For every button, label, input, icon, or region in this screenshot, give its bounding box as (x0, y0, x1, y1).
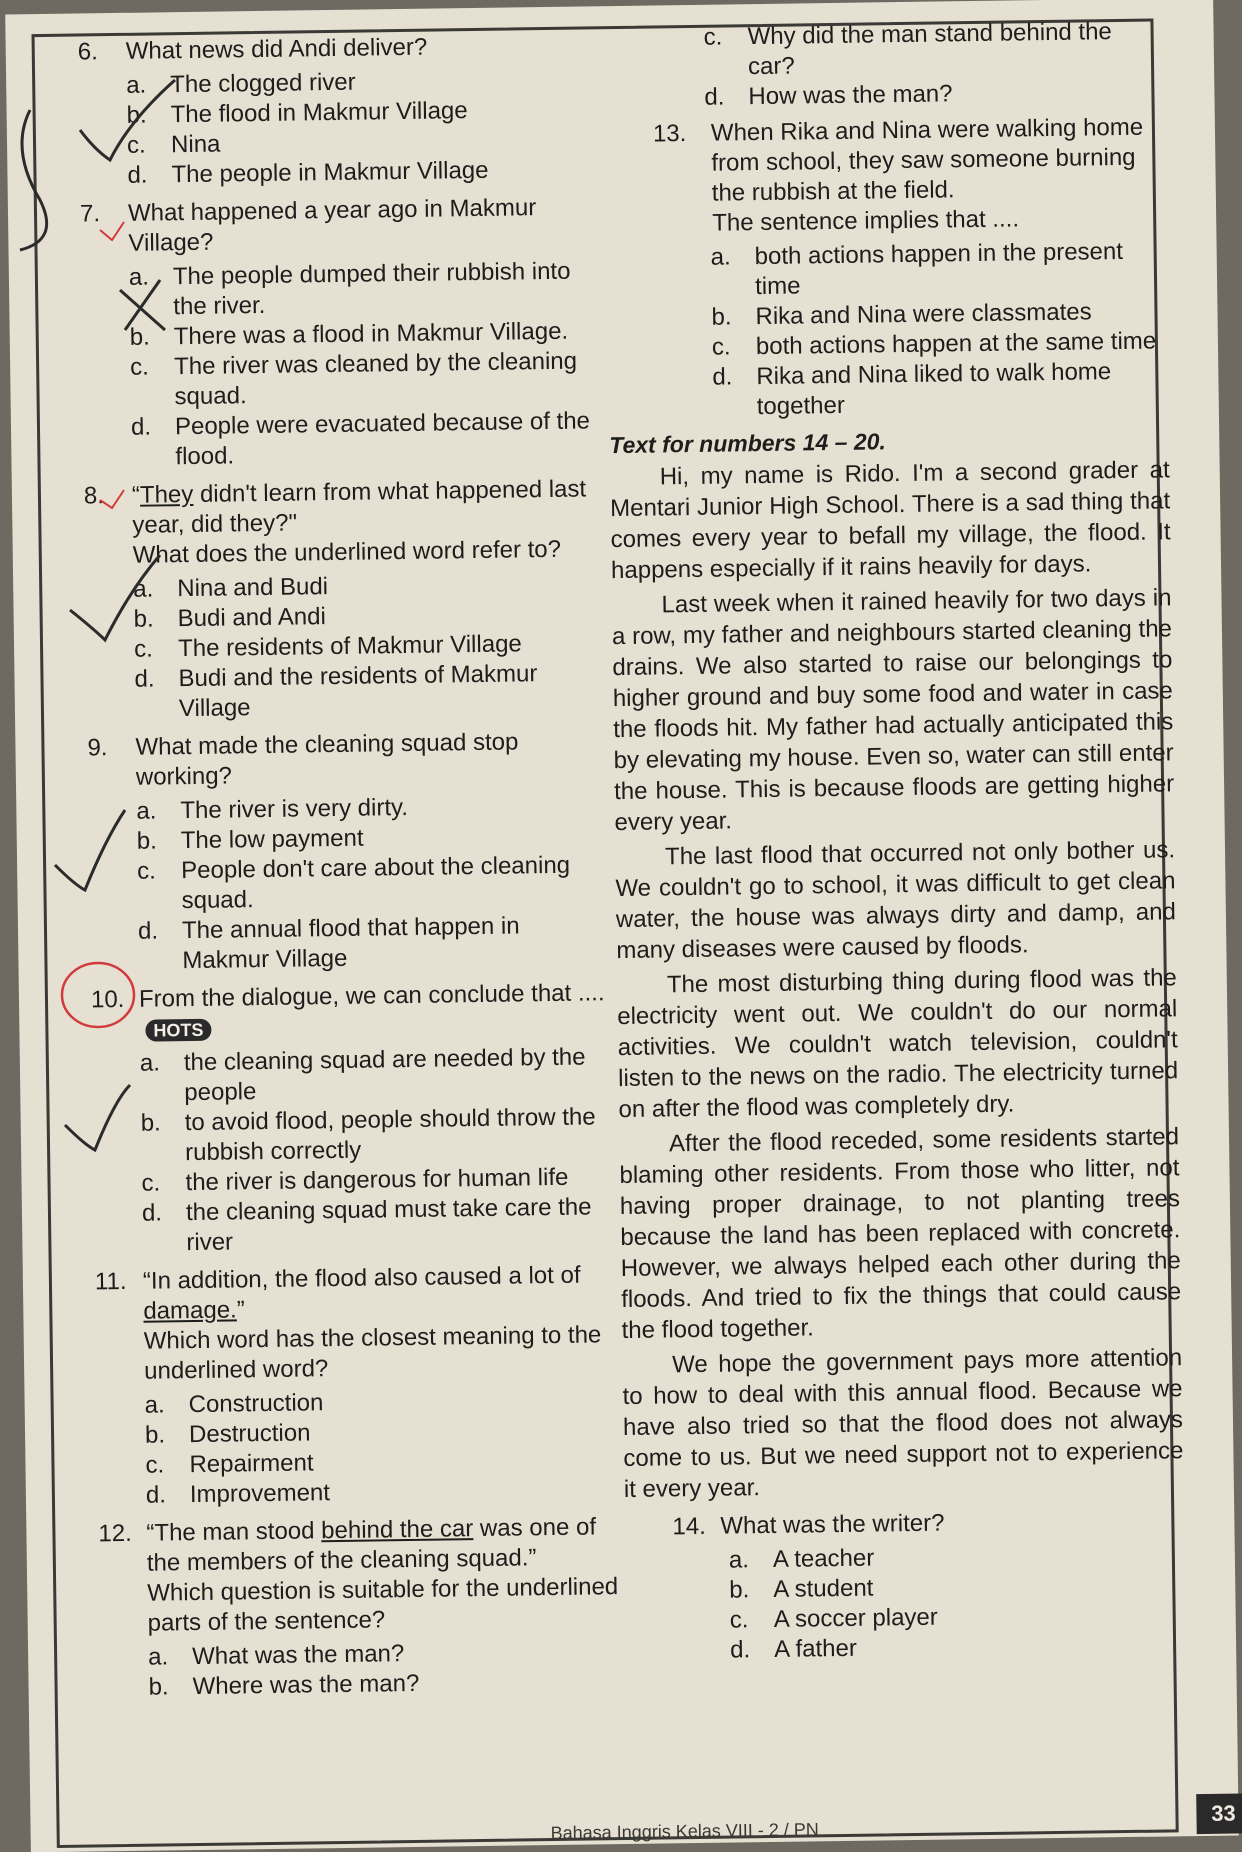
option-label: d. (704, 83, 725, 111)
option-label: b. (148, 1673, 169, 1701)
option-text: A soccer player (773, 1603, 938, 1633)
question-prompt: The sentence implies that .... (712, 205, 1020, 237)
option-label: d. (134, 665, 155, 693)
question-12 (98, 1512, 620, 1639)
option-label: c. (137, 857, 157, 885)
question-text: What made the cleaning squad stop working? (135, 728, 519, 791)
question-prompt: Which question is suitable for the underlined parts of the sentence? (147, 1573, 619, 1637)
question-number: 10. (90, 985, 125, 1014)
worksheet-page (5, 0, 1239, 1852)
option-text: People were evacuated because of the flood. (174, 407, 591, 471)
option-label: c. (703, 23, 723, 51)
option-text: the cleaning squad are needed by the people (183, 1043, 586, 1107)
option-text: The residents of Makmur Village (177, 630, 522, 663)
option-label: b. (140, 1109, 161, 1137)
option[interactable] (142, 1192, 615, 1259)
question-text (146, 1512, 619, 1579)
question-14 (672, 1505, 1184, 1542)
question-8 (84, 474, 605, 571)
quote-rest: didn't learn from what happened last year, did they?" (132, 475, 587, 539)
option-text: Nina (170, 130, 221, 159)
option-label: c. (129, 353, 150, 381)
option[interactable] (703, 16, 1164, 82)
option-text: The river is very dirty. (180, 793, 409, 825)
reading-paragraph: After the flood receded, some residents started blaming other residents. From those who litter, not having proper drainage, to not planting trees because the land has been replaced with concrete. However, we always helped each other during the floods. And tried to fix the things that could cause the flood together. (619, 1123, 1182, 1345)
option-text: What was the man? (191, 1640, 405, 1671)
question-11 (95, 1260, 617, 1387)
question-7 (80, 192, 601, 259)
question-number: 6. (77, 38, 98, 66)
option[interactable] (127, 154, 599, 191)
option-label: d. (712, 363, 733, 391)
option-label: b. (711, 303, 732, 331)
question-6 (78, 30, 598, 67)
option-text: A teacher (772, 1544, 875, 1573)
option-text: Nina and Budi (177, 573, 329, 603)
option-label: c. (133, 635, 153, 663)
question-text-body: From the dialogue, we can conclude that .... (138, 979, 605, 1013)
option[interactable] (131, 406, 604, 473)
question-number: 7. (79, 200, 101, 228)
option-text: The people in Makmur Village (171, 156, 489, 189)
question-prompt: Which word has the closest meaning to the underlined word? (143, 1321, 602, 1385)
option-text: the cleaning squad must take care the river (185, 1193, 592, 1257)
question-text (132, 474, 605, 541)
question-number: 12. (98, 1519, 133, 1548)
question-text (139, 978, 612, 1045)
hots-badge: HOTS (145, 1019, 211, 1042)
option-label: d. (145, 1481, 167, 1509)
question-10 (91, 978, 612, 1045)
option-text: Construction (188, 1389, 324, 1419)
reading-paragraph: Hi, my name is Rido. I'm a second grader at Mentari Junior High School. There is a sad thing that comes every year to befall my village, the flood. It happens especially if it rains heavily for days. (609, 456, 1171, 585)
question-text: What news did Andi deliver? (125, 33, 428, 65)
question-prompt: What does the underlined word refer to? (132, 535, 562, 569)
option[interactable] (141, 1102, 614, 1169)
option-label: a. (133, 575, 154, 603)
option[interactable] (129, 256, 602, 323)
quote-rest: ” (236, 1296, 245, 1324)
question-number: 11. (94, 1267, 127, 1296)
right-column (603, 16, 1186, 1667)
option-text: The people dumped their rubbish into the river. (172, 257, 571, 321)
question-number: 14. (672, 1512, 706, 1541)
option-text: A father (773, 1634, 858, 1663)
option-text: both actions happen in the present time (754, 237, 1124, 301)
option-text: Why did the man stand behind the car? (747, 18, 1112, 81)
question-text: What happened a year ago in Makmur Village? (127, 194, 537, 257)
option-text: People don't care about the cleaning squad. (181, 851, 571, 915)
option-label: b. (126, 101, 147, 129)
option[interactable] (138, 910, 611, 977)
reading-paragraph: Last week when it rained heavily for two days in a row, my father and neighbours started cleaning the drains. We also started to raise our belongings to higher ground and buy some food and water in case the floods hit. My father had actually anticipated this by elevating my house. Even so, water can still enter the house. This is because floods are getting higher every year. (611, 584, 1175, 837)
reading-paragraph: The most disturbing thing during flood was the electricity went out. We couldn't do our normal activities. We couldn't watch television, couldn't listen to the news on the radio. The electricity turned on after the flood was completely dry. (617, 964, 1179, 1124)
option[interactable] (140, 1042, 613, 1109)
reading-title: Text for numbers 14 – 20. (609, 428, 886, 459)
option[interactable] (146, 1474, 618, 1511)
option-text: The flood in Makmur Village (170, 97, 468, 129)
option-label: a. (136, 797, 157, 825)
option-text: The annual flood that happen in Makmur Village (181, 912, 520, 975)
quote-open: “In addition, the flood also caused a lot of (142, 1261, 581, 1295)
option-label: c. (141, 1169, 161, 1197)
underlined-word: damage. (143, 1296, 237, 1325)
page-footer: Bahasa Inggris Kelas VIII - 2 / PN (550, 1819, 819, 1844)
option-label: d. (137, 917, 159, 945)
reading-paragraph: We hope the government pays more attention to how to deal with this annual flood. Because we have also tried so that the flood does not always come to us. But we need support not to experience it every year. (622, 1344, 1184, 1504)
reading-paragraph: The last flood that occurred not only bother us. We couldn't go to school, it was difficult to get clean water, the house was always dirty and damp, and many diseases were caused by floods. (615, 836, 1177, 965)
option-label: b. (136, 827, 157, 855)
option-label: a. (728, 1546, 750, 1574)
quote-rest: was one of the members of the cleaning squad.” (146, 1513, 597, 1577)
option-label: a. (710, 243, 731, 271)
option-label: a. (126, 71, 147, 99)
option[interactable] (704, 76, 1164, 112)
question-text: What was the writer? (720, 1509, 945, 1540)
question-text: When Rika and Nina were walking home from school, they saw someone burning the rubbish at the field. (710, 113, 1144, 207)
option-label: b. (129, 323, 150, 351)
option-text: Improvement (189, 1479, 331, 1509)
option-label: d. (127, 161, 148, 189)
page-number: 33 (1196, 1793, 1242, 1834)
option-text: How was the man? (748, 80, 953, 111)
left-column (78, 30, 621, 1703)
option-text: Budi and the residents of Makmur Village (178, 660, 538, 723)
option-text: the river is dangerous for human life (185, 1163, 569, 1197)
option-label: a. (139, 1049, 161, 1077)
option-text: The low payment (180, 824, 364, 855)
option-label: c. (126, 131, 146, 159)
option-text: Rika and Nina liked to walk home together (756, 358, 1112, 421)
quote-open: “ (131, 481, 141, 509)
quote-open: “The man stood (146, 1517, 322, 1547)
underlined-word: They (139, 480, 194, 509)
option-label: b. (133, 605, 154, 633)
option-text: Budi and Andi (177, 603, 326, 633)
question-9 (87, 726, 608, 793)
option-text: both actions happen at the same time (755, 327, 1157, 361)
option-text: to avoid flood, people should throw the rubbish correctly (184, 1103, 596, 1167)
option[interactable] (712, 356, 1169, 422)
option[interactable] (710, 236, 1167, 302)
question-text (143, 1260, 616, 1327)
option-text: Where was the man? (192, 1669, 420, 1701)
option[interactable] (134, 658, 607, 725)
option-text: The river was cleaned by the cleaning squad. (173, 347, 578, 411)
underlined-phrase: behind the car (320, 1515, 474, 1545)
option-label: c. (145, 1451, 165, 1479)
option[interactable] (730, 1629, 1186, 1665)
option-label: b. (729, 1576, 750, 1604)
option-text: There was a flood in Makmur Village. (173, 317, 569, 351)
option-label: a. (128, 263, 150, 291)
option-label: b. (144, 1421, 166, 1449)
option[interactable] (137, 850, 610, 917)
option-label: a. (147, 1643, 169, 1671)
option-label: d. (141, 1199, 163, 1227)
option-label: d. (130, 413, 152, 441)
option-text: Destruction (188, 1419, 311, 1449)
question-number: 13. (652, 120, 687, 148)
option-label: c. (711, 333, 731, 361)
question-number: 8. (83, 482, 105, 510)
question-13 (653, 112, 1167, 239)
question-number: 9. (87, 734, 108, 762)
option[interactable] (130, 346, 603, 413)
option-text: The clogged river (170, 68, 356, 99)
option-text: A student (773, 1574, 874, 1603)
option-label: a. (144, 1391, 165, 1419)
option-label: c. (729, 1606, 749, 1634)
option-text: Rika and Nina were classmates (755, 298, 1092, 331)
option-label: d. (729, 1636, 751, 1664)
option-text: Repairment (189, 1449, 314, 1479)
